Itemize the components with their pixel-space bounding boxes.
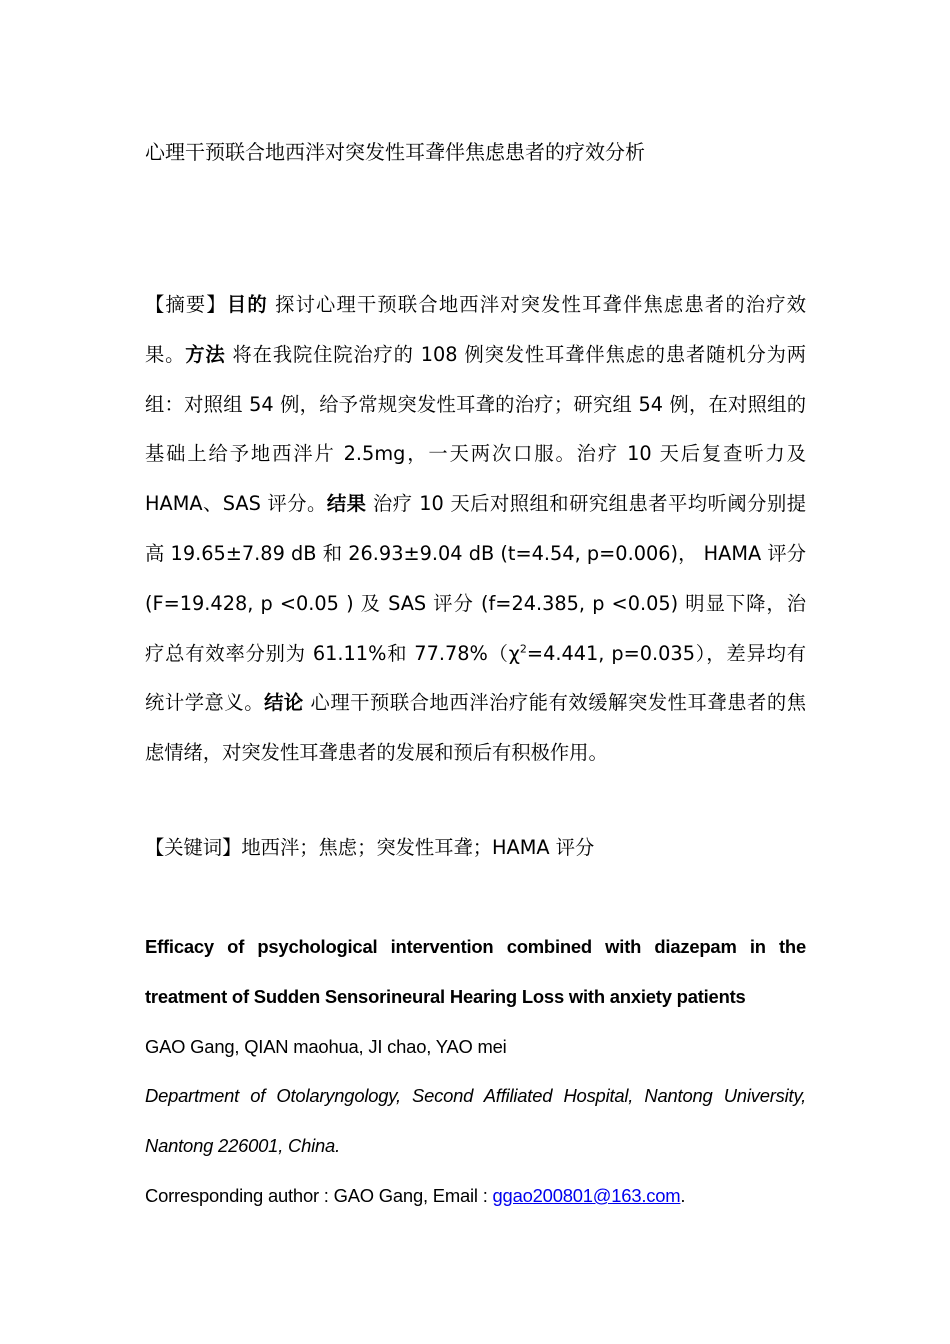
- chinese-abstract: [145, 280, 806, 778]
- corresponding-author: [145, 1171, 685, 1221]
- keywords: 【关键词】地西泮；焦虑；突发性耳聋；HAMA 评分: [145, 836, 595, 859]
- objective-heading: 目的: [226, 293, 268, 316]
- abstract-label: 【摘要】: [145, 293, 227, 316]
- email-link[interactable]: ggao200801@163.com: [492, 1185, 681, 1206]
- objective-text: 探讨心理干预联合地西泮对突发性耳聋伴焦虑患者的治疗效果。: [145, 293, 806, 366]
- chi-square-superscript: 2: [519, 642, 527, 656]
- authors: GAO Gang, QIAN maohua, JI chao, YAO mei: [145, 1036, 507, 1057]
- conclusion-text: 心理干预联合地西泮治疗能有效缓解突发性耳聋患者的焦虑情绪，对突发性耳聋患者的发展和预后有积极作用。: [145, 691, 807, 765]
- results-text-continued: =4.441, p=0.035），差异均有统计学意义。: [145, 641, 807, 715]
- corresponding-suffix: .: [680, 1185, 686, 1206]
- conclusion-heading: 结论: [264, 691, 304, 715]
- methods-text: 将在我院住院治疗的 108 例突发性耳聋伴焦虑的患者随机分为两组：对照组 54 例，给予常规突发性耳聋的治疗；研究组 54 例，在对照组的基础上给予地西泮片 2.5mg，一天两次口服。治疗 10 天后复查听力及 HAMA、SAS 评分。: [145, 342, 807, 516]
- chinese-title: 心理干预联合地西泮对突发性耳聋伴焦虑患者的疗效分析: [145, 140, 645, 164]
- corresponding-prefix: Corresponding author : GAO Gang, Email :: [145, 1185, 493, 1206]
- english-title: Efficacy of psychological intervention combined with diazepam in the treatment of Sudden Sensorineural Hearing Loss with anxiety patients: [145, 936, 806, 1007]
- affiliation: Department of Otolaryngology, Second Affiliated Hospital, Nantong University, Nantong 226001, China.: [145, 1085, 806, 1156]
- results-heading: 结果: [326, 492, 367, 516]
- results-text: 治疗 10 天后对照组和研究组患者平均听阈分别提高 19.65±7.89 dB 和 26.93±9.04 dB (t=4.54, p=0.006)， HAMA 评分 (F=19.428, p <0.05 ) 及 SAS 评分 (f=24.385, p <0.05) 明显下降，治疗总有效率分别为 61.11%和 77.78%（χ: [145, 492, 807, 665]
- methods-heading: 方法: [185, 342, 226, 366]
